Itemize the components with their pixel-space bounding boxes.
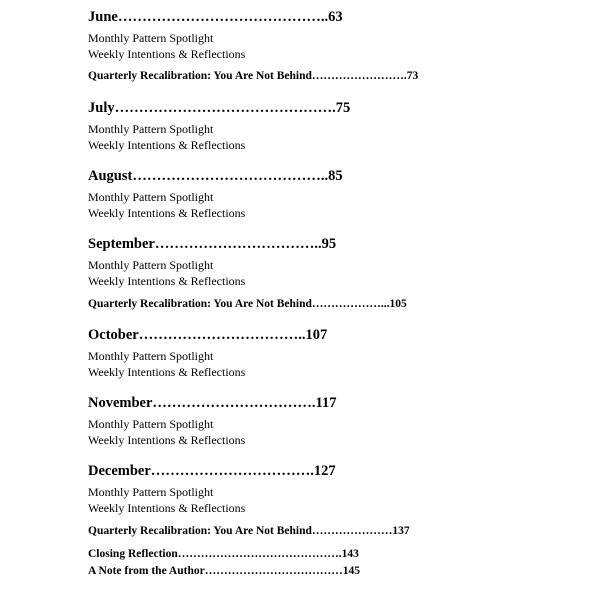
june-pattern-spotlight: Monthly Pattern Spotlight — [88, 31, 214, 45]
toc-entry-quarterly-recalibration-q4: Quarterly Recalibration: You Are Not Behind…………………137 — [88, 525, 410, 537]
toc-entry-june: June……………………………………..63 — [88, 9, 343, 25]
december-weekly-intentions: Weekly Intentions & Reflections — [88, 501, 246, 515]
july-pattern-spotlight: Monthly Pattern Spotlight — [88, 122, 214, 136]
toc-entry-august: August…………………………………..85 — [88, 168, 343, 184]
july-weekly-intentions: Weekly Intentions & Reflections — [88, 138, 246, 152]
toc-entry-september: September……………………………..95 — [88, 236, 337, 252]
august-pattern-spotlight: Monthly Pattern Spotlight — [88, 190, 214, 204]
toc-entry-quarterly-recalibration-q3: Quarterly Recalibration: You Are Not Behind………………...105 — [88, 298, 407, 310]
september-weekly-intentions: Weekly Intentions & Reflections — [88, 274, 246, 288]
toc-entry-july: July……………………………………….75 — [88, 100, 351, 116]
september-pattern-spotlight: Monthly Pattern Spotlight — [88, 258, 214, 272]
october-pattern-spotlight: Monthly Pattern Spotlight — [88, 349, 214, 363]
toc-entry-quarterly-recalibration-q2: Quarterly Recalibration: You Are Not Behind…………………….73 — [88, 70, 419, 82]
november-pattern-spotlight: Monthly Pattern Spotlight — [88, 417, 214, 431]
toc-entry-december: December…………………………….127 — [88, 463, 336, 479]
toc-entry-closing-reflection: Closing Reflection…………………………………….143 — [88, 548, 359, 560]
november-weekly-intentions: Weekly Intentions & Reflections — [88, 433, 246, 447]
august-weekly-intentions: Weekly Intentions & Reflections — [88, 206, 246, 220]
october-weekly-intentions: Weekly Intentions & Reflections — [88, 365, 246, 379]
toc-entry-note-from-author: A Note from the Author………………………………145 — [88, 565, 360, 577]
toc-entry-october: October……………………………..107 — [88, 327, 328, 343]
december-pattern-spotlight: Monthly Pattern Spotlight — [88, 485, 214, 499]
toc-entry-november: November…………………………….117 — [88, 395, 337, 411]
june-weekly-intentions: Weekly Intentions & Reflections — [88, 47, 246, 61]
